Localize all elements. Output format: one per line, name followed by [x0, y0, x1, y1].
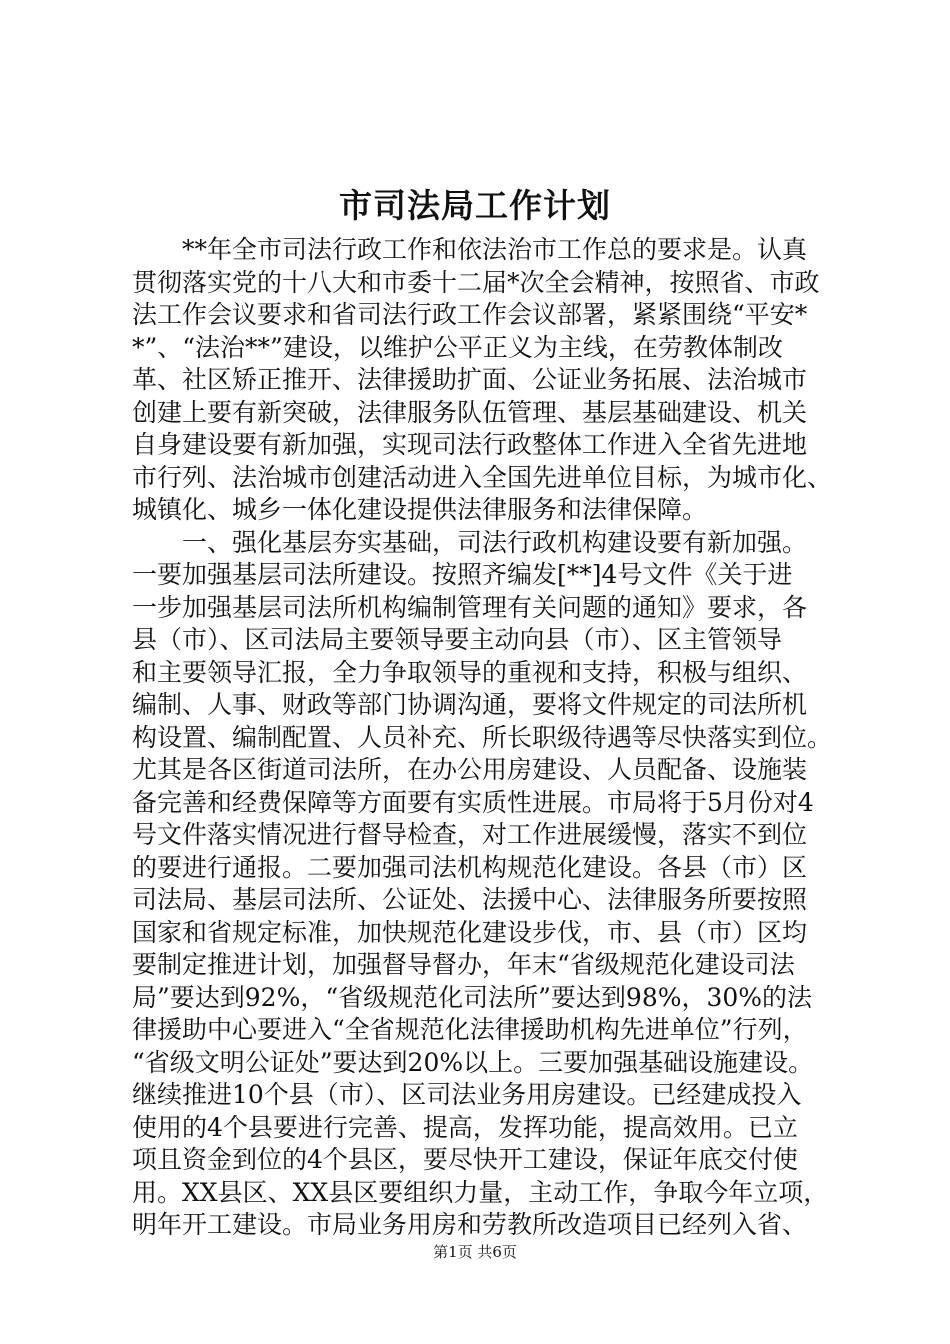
- body-line: 一步加强基层司法所机构编制管理有关问题的通知》要求，各: [132, 592, 808, 622]
- body-line: 使用的4个县要进行完善、提高，发挥功能，提高效用。已立: [132, 1112, 798, 1142]
- body-line: **年全市司法行政工作和依法治市工作总的要求是。认真: [132, 235, 808, 264]
- body-line: 编制、人事、财政等部门协调沟通，要将文件规定的司法所机: [132, 690, 808, 719]
- body-line: 贯彻落实党的十八大和市委十二届*次全会精神，按照省、市政: [132, 267, 820, 297]
- body-line: 律援助中心要进入“全省规范化法律援助机构先进单位”行列，: [132, 1015, 808, 1044]
- body-line: 城镇化、城乡一体化建设提供法律服务和法律保障。: [132, 495, 708, 524]
- body-line: 革、社区矫正推开、法律援助扩面、公证业务拓展、法治城市: [132, 365, 808, 394]
- body-line: 创建上要有新突破，法律服务队伍管理、基层基础建设、机关: [132, 397, 808, 427]
- body-line: *”、“法治**”建设，以维护公平正义为主线，在劳教体制改: [132, 332, 783, 362]
- body-line: 一要加强基层司法所建设。按照齐编发[**]4号文件《关于进: [132, 560, 793, 589]
- body-line: 构设置、编制配置、人员补充、所长职级待遇等尽快落实到位。: [132, 722, 833, 752]
- body-line: 司法局、基层司法所、公证处、法援中心、法律服务所要按照: [132, 885, 808, 914]
- document-title: 市司法局工作计划: [339, 186, 611, 225]
- body-line: 自身建设要有新加强，实现司法行政整体工作进入全省先进地: [132, 430, 808, 459]
- page-footer: 第1页 共6页: [433, 1243, 517, 1261]
- body-line: 项且资金到位的4个县区，要尽快开工建设，保证年底交付使: [132, 1145, 798, 1174]
- body-line: 要制定推进计划，加强督导督办，年末“省级规范化建设司法: [132, 950, 795, 979]
- body-line: 的要进行通报。二要加强司法机构规范化建设。各县（市）区: [132, 852, 808, 882]
- body-line: 号文件落实情况进行督导检查，对工作进展缓慢，落实不到位: [132, 820, 808, 849]
- body-line: 市行列、法治城市创建活动进入全国先进单位目标，为城市化、: [132, 462, 833, 492]
- body-line: 继续推进10个县（市）、区司法业务用房建设。已经建成投入: [132, 1080, 802, 1109]
- body-line: 和主要领导汇报，全力争取领导的重视和支持，积极与组织、: [132, 657, 808, 687]
- body-line: 一、强化基层夯实基础，司法行政机构建设要有新加强。: [132, 527, 808, 557]
- body-line: “省级文明公证处”要达到20%以上。三要加强基础设施建设。: [132, 1047, 814, 1077]
- body-line: 县（市）、区司法局主要领导要主动向县（市）、区主管领导: [132, 625, 783, 654]
- body-line: 明年开工建设。市局业务用房和劳教所改造项目已经列入省、: [132, 1210, 808, 1239]
- document-body: [132, 234, 852, 1242]
- body-line: 用。XX县区、XX县区要组织力量，主动工作，争取今年立项，: [132, 1177, 829, 1207]
- body-line: 尤其是各区街道司法所，在办公用房建设、人员配备、设施装: [132, 755, 808, 784]
- body-line: 法工作会议要求和省司法行政工作会议部署，紧紧围绕“平安*: [132, 300, 808, 329]
- body-line: 局”要达到92%，“省级规范化司法所”要达到98%，30%的法: [132, 982, 813, 1012]
- body-line: 备完善和经费保障等方面要有实质性进展。市局将于5月份对4: [132, 787, 814, 817]
- body-line: 国家和省规定标准，加快规范化建设步伐，市、县（市）区均: [132, 917, 808, 947]
